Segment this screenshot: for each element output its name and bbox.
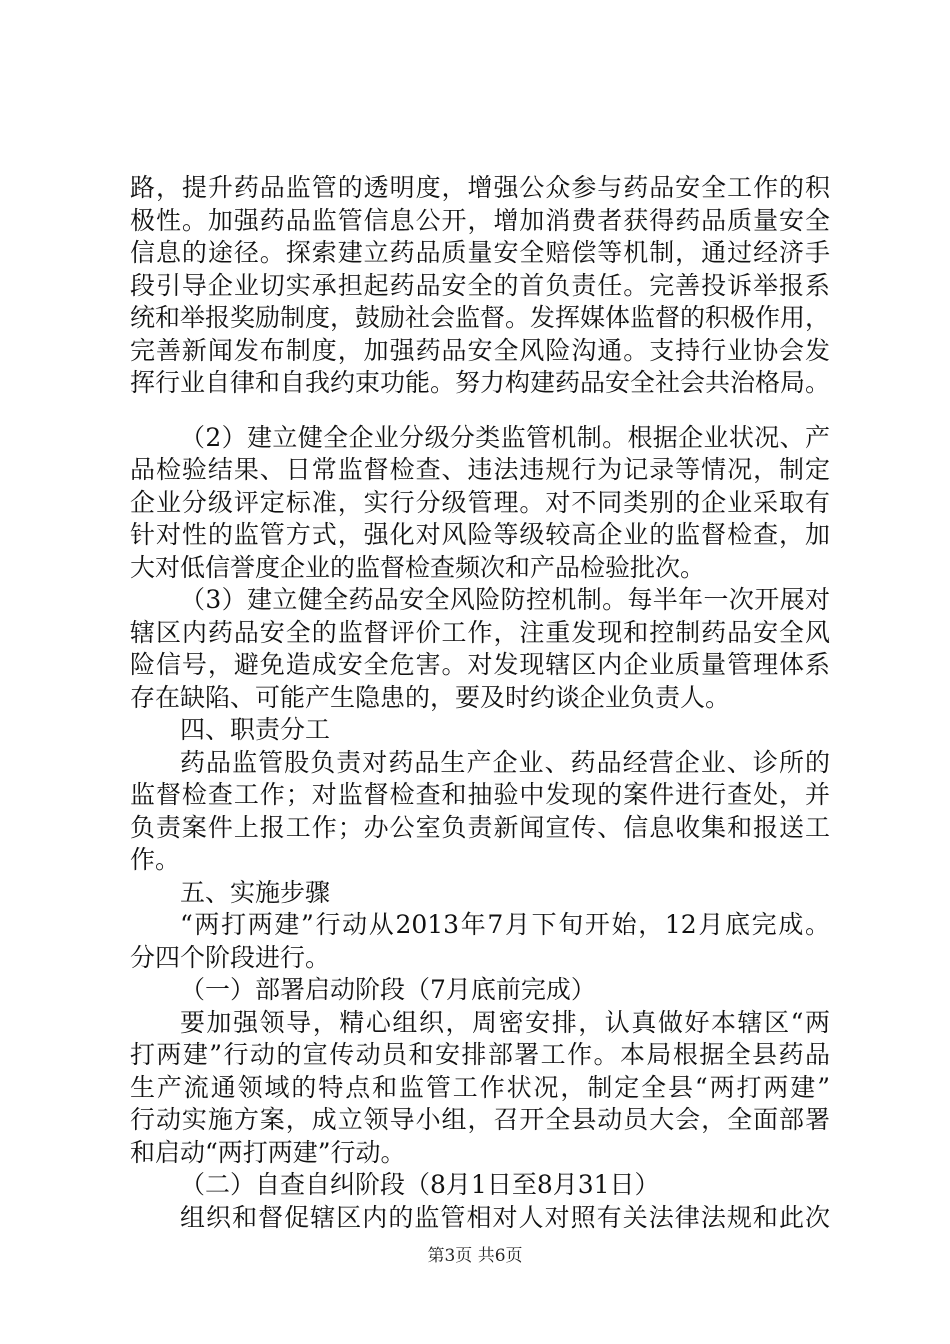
text-line: 品检验结果、日常监督检查、违法违规行为记录等情况，制定	[130, 455, 830, 484]
text-line: 要加强领导，精心组织，周密安排，认真做好本辖区“两	[180, 1007, 830, 1037]
section-heading: 四、职责分工	[180, 715, 331, 744]
text-line: “两打两建”行动从2013年7月下旬开始，12月底完成。	[180, 910, 830, 939]
text-line: 监督检查工作；对监督检查和抽验中发现的案件进行查处，并	[130, 780, 830, 809]
text-line: 完善新闻发布制度，加强药品安全风险沟通。支持行业协会发	[130, 335, 830, 365]
text-line: 极性。加强药品监管信息公开，增加消费者获得药品质量安全	[130, 205, 830, 235]
text-line: 统和举报奖励制度，鼓励社会监督。发挥媒体监督的积极作用，	[130, 303, 830, 332]
text-line: 打两建”行动的宣传动员和安排部署工作。本局根据全县药品	[130, 1040, 830, 1069]
text-line: 辖区内药品安全的监督评价工作，注重发现和控制药品安全风	[130, 617, 830, 647]
text-line: （3）建立健全药品安全风险防控机制。每半年一次开展对	[180, 585, 830, 614]
text-line: 存在缺陷、可能产生隐患的，要及时约谈企业负责人。	[130, 682, 731, 712]
paragraph-gap	[130, 400, 830, 422]
text-line: 挥行业自律和自我约束功能。努力构建药品安全社会共治格局。	[130, 368, 830, 397]
text-line: 负责案件上报工作；办公室负责新闻宣传、信息收集和报送工	[130, 812, 830, 842]
text-line: 组织和督促辖区内的监管相对人对照有关法律法规和此次	[180, 1202, 830, 1232]
text-line: 信息的途径。探索建立药品质量安全赔偿等机制，通过经济手	[130, 238, 830, 267]
text-line: 作。	[130, 845, 181, 874]
subsection-heading: （一）部署启动阶段（7月底前完成）	[180, 975, 596, 1004]
text-line: 大对低信誉度企业的监督检查频次和产品检验批次。	[130, 552, 706, 582]
text-line: 段引导企业切实承担起药品安全的首负责任。完善投诉举报系	[130, 270, 830, 300]
text-line: 险信号，避免造成安全危害。对发现辖区内企业质量管理体系	[130, 650, 830, 679]
text-line: 药品监管股负责对药品生产企业、药品经营企业、诊所的	[180, 747, 830, 777]
text-line: 和启动“两打两建”行动。	[130, 1137, 406, 1167]
text-line: 分四个阶段进行。	[130, 942, 331, 972]
text-line: 行动实施方案，成立领导小组，召开全县动员大会，全面部署	[130, 1105, 830, 1134]
subsection-heading: （二）自查自纠阶段（8月1日至8月31日）	[180, 1170, 660, 1199]
document-body	[130, 172, 830, 1234]
page-footer: 第3页 共6页	[427, 1246, 523, 1266]
text-line: （2）建立健全企业分级分类监管机制。根据企业状况、产	[180, 422, 830, 452]
text-line: 针对性的监管方式，强化对风险等级较高企业的监督检查，加	[130, 520, 830, 549]
text-line: 路，提升药品监管的透明度，增强公众参与药品安全工作的积	[130, 173, 830, 202]
section-heading: 五、实施步骤	[180, 877, 331, 907]
text-line: 生产流通领域的特点和监管工作状况，制定全县“两打两建”	[130, 1072, 830, 1102]
text-line: 企业分级评定标准，实行分级管理。对不同类别的企业采取有	[130, 487, 830, 517]
